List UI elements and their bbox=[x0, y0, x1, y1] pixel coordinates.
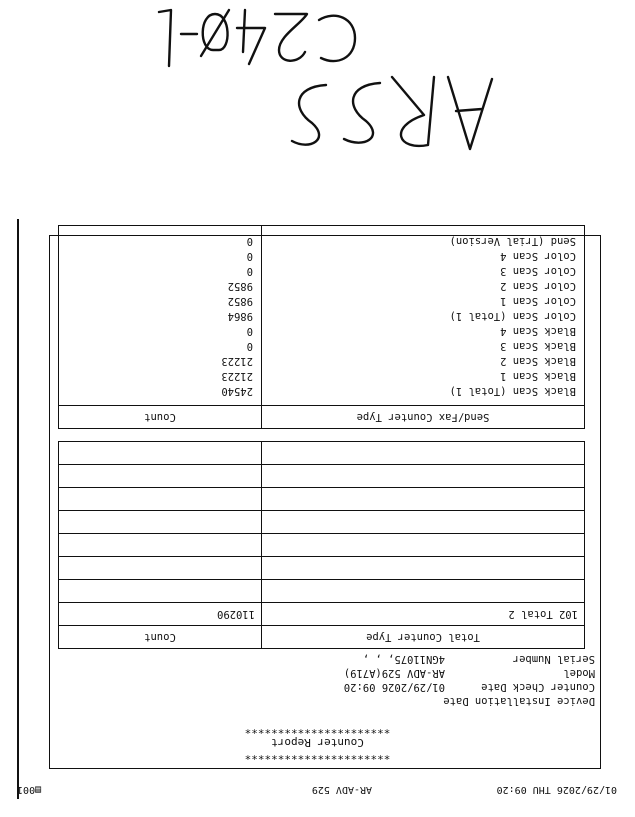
send-row-count: 9852 bbox=[227, 280, 253, 292]
total-row-type: 102 Total 2 bbox=[262, 603, 585, 626]
send-row-count: 0 bbox=[246, 265, 253, 277]
send-row-count: 9852 bbox=[227, 295, 253, 307]
send-row-type: Color Scan 3 bbox=[500, 265, 576, 277]
fax-datetime: 01/29/2026 THU 09:20 bbox=[496, 784, 617, 795]
table-row-empty bbox=[59, 534, 585, 557]
send-row-count: 0 bbox=[246, 235, 253, 247]
send-row-type: Send (Trial Version) bbox=[449, 235, 576, 247]
page-left-edge bbox=[17, 219, 19, 799]
send-header-type: Send/Fax Counter Type bbox=[262, 406, 585, 429]
table-row-empty bbox=[59, 465, 585, 488]
table-row-empty bbox=[59, 442, 585, 465]
send-row-type: Color Scan 2 bbox=[500, 280, 576, 292]
fax-device: AR-ADV 529 bbox=[311, 784, 372, 795]
send-row-type: Black Scan 2 bbox=[500, 355, 576, 367]
send-fax-counter-table bbox=[58, 225, 585, 429]
total-header-type: Total Counter Type bbox=[262, 626, 585, 649]
send-row-count: 21223 bbox=[221, 355, 253, 367]
report-title-block bbox=[0, 723, 635, 762]
send-row-type: Color Scan (Total 1) bbox=[449, 310, 576, 322]
table-row-empty bbox=[59, 557, 585, 580]
send-row-count: 9864 bbox=[227, 310, 253, 322]
send-table-body bbox=[59, 226, 585, 406]
fax-page: 01/29/2026 THU 09:20 AR-ADV 529 ▤001 ********************** Counter Report ********************** Device Installation Date Counter Check Date 01/29/2026 09:20 Model AR-ADV 529(A719) Serial Number 4GN11075, , , Total Counter Type Count 102 Total 2 110290 Send/Fax Counter Type Count Black Scan (Total 1) Black Scan 1 Black Scan 2 Black Scan 3 Black Scan 4 Color Scan (Total 1) Color Scan 1 Color Scan 2 Color Scan 3 Color Scan 4 Send (Trial Version) 24540 21223 21223 0 0 9864 9852 9852 0 0 0 bbox=[0, 0, 635, 817]
handwritten-note-model bbox=[155, 2, 365, 72]
title-stars-bottom: ********************** bbox=[244, 723, 391, 736]
total-row-count: 110290 bbox=[59, 603, 262, 626]
send-row-count: 24540 bbox=[221, 385, 253, 397]
send-row-type: Black Scan (Total 1) bbox=[449, 385, 576, 397]
fax-page-icon: ▤ bbox=[35, 784, 42, 795]
send-row-type: Black Scan 1 bbox=[500, 370, 576, 382]
send-header-count: Count bbox=[59, 406, 262, 429]
send-row-count: 0 bbox=[246, 325, 253, 337]
total-header-count: Count bbox=[59, 626, 262, 649]
report-title: Counter Report bbox=[271, 736, 364, 749]
total-counter-table bbox=[58, 441, 585, 649]
table-row-empty bbox=[59, 580, 585, 603]
send-row-count: 0 bbox=[246, 250, 253, 262]
total-table-header bbox=[59, 626, 585, 649]
fax-header bbox=[17, 779, 617, 795]
send-table-header bbox=[59, 406, 585, 429]
send-row-type: Black Scan 4 bbox=[500, 325, 576, 337]
send-row-type: Color Scan 1 bbox=[500, 295, 576, 307]
send-row-count: 21223 bbox=[221, 370, 253, 382]
send-row-type: Color Scan 4 bbox=[500, 250, 576, 262]
title-stars-top: ********************** bbox=[244, 749, 391, 762]
table-row-empty bbox=[59, 511, 585, 534]
fax-page-number: ▤001 bbox=[17, 784, 42, 795]
send-row-type: Black Scan 3 bbox=[500, 340, 576, 352]
handwritten-note-series bbox=[270, 67, 500, 157]
send-row-count: 0 bbox=[246, 340, 253, 352]
table-row-empty bbox=[59, 488, 585, 511]
table-row bbox=[59, 603, 585, 626]
